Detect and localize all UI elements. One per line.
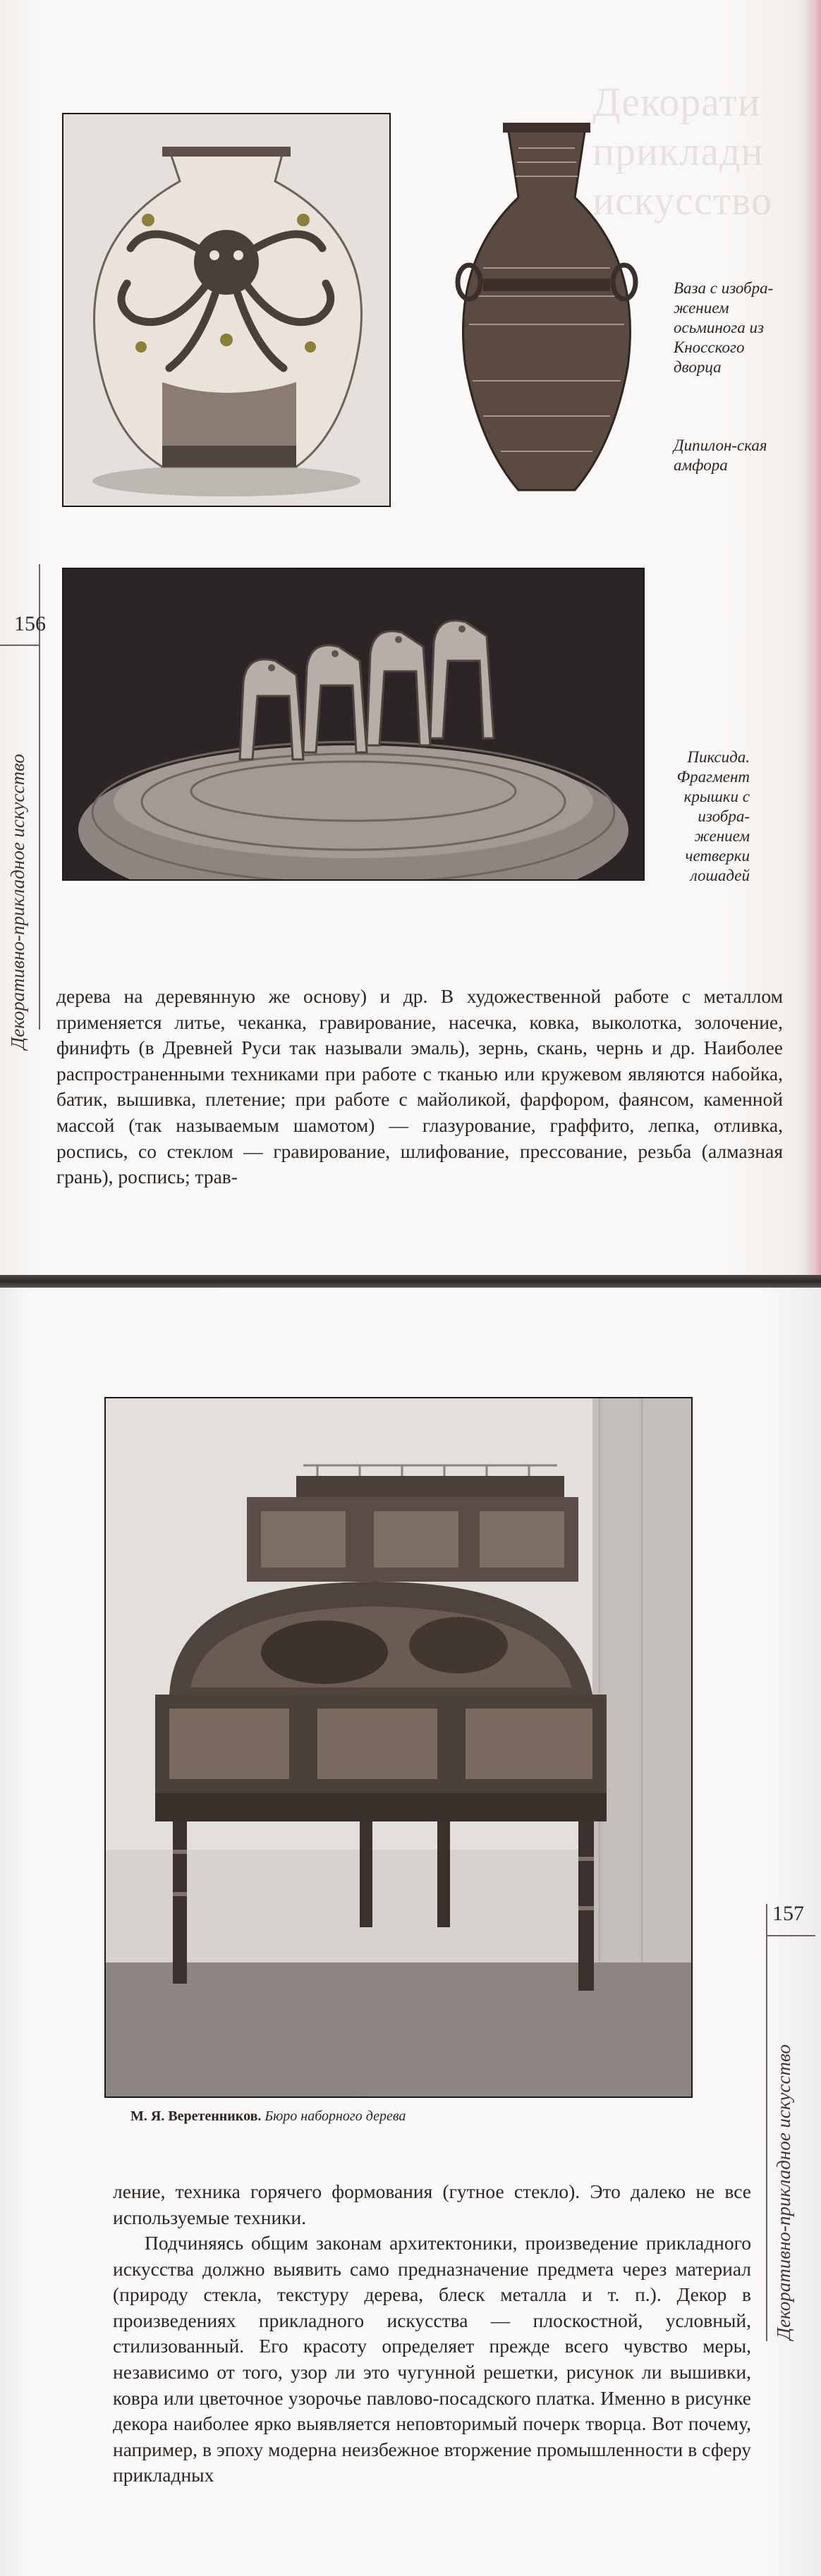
photo-caption-title: Бюро наборного дерева xyxy=(264,2108,406,2124)
page-gutter xyxy=(0,1275,821,1288)
running-title: Декоративно-прикладное искусство xyxy=(7,754,28,1049)
dipylon-amphora-photo xyxy=(441,113,649,504)
caption-pyxis: Пиксида. Фрагмент крышки с изобра-жением четверки лошадей xyxy=(676,748,750,884)
body-paragraph-2: Подчиняясь общим законам архитектоники, произведение прикладного искусства должно выявить само предназначение предмета через материал (природу стекла, текстуру дерева, блеск металла и т. п.). Декор в произведениях прикладного искусства — плоскостной, условный, стилизованный. Его красоту определяет прежде всего чувство меры, независимо от того, узор ли это чугунной решетки, рисунок ли вышивки, ковра или цветочное узорочье павлово-посадского платка. Именно в рисунке декора наиболее ярко выявляется неповторимый почерк творца. Вот почему, например, в эпоху модерна неизбежное вторжение промышленности в сферу прикладных xyxy=(113,2232,751,2486)
photo-caption-author: М. Я. Веретенников. xyxy=(130,2108,262,2124)
page-157 xyxy=(0,1288,821,2576)
page-156 xyxy=(0,0,821,1275)
page-number: 156 xyxy=(14,612,46,635)
margin-rule-horizontal xyxy=(766,1935,815,1936)
page-number: 157 xyxy=(772,1902,804,1925)
pyxis-horses-photo xyxy=(62,568,645,881)
photo-caption xyxy=(130,2108,406,2125)
body-text: дерева на деревянную же основу) и др. В художественной работе с металлом применяется литье, чеканка, гравирование, насечка, ковка, выколотка, золочение, финифть (в Древней Руси так называли эмаль), зернь, скань, чернь и др. Наиболее распространенными техниками при работе с тканью или кружевом являются набойка, батик, вышивка, плетение; при работе с майоликой, фарфором, фаянсом, каменной массой (так называемым шамотом) — глазурование, граффито, лепка, отливка, роспись, со стеклом — гравирование, шлифование, прессование, резьба (алмазная грань), роспись; трав- xyxy=(56,985,783,1188)
body-paragraph-1: ление, техника горячего формования (гутное стекло). Это далеко не все используемые техники. xyxy=(113,2180,751,2228)
caption-octopus-vase: Ваза с изобра-жением осьминога из Кносского дворца xyxy=(674,279,774,376)
octopus-vase-photo xyxy=(62,113,391,507)
margin-rule-horizontal xyxy=(0,645,39,646)
caption-dipylon-amphora: Дипилон-ская амфора xyxy=(674,437,767,474)
margin-rule-vertical xyxy=(766,1904,767,2341)
running-title: Декоративно-прикладное искусство xyxy=(773,2044,794,2340)
bureau-photo xyxy=(104,1397,693,2098)
bleed-through-text: Декорати прикладн искусство xyxy=(592,79,772,224)
